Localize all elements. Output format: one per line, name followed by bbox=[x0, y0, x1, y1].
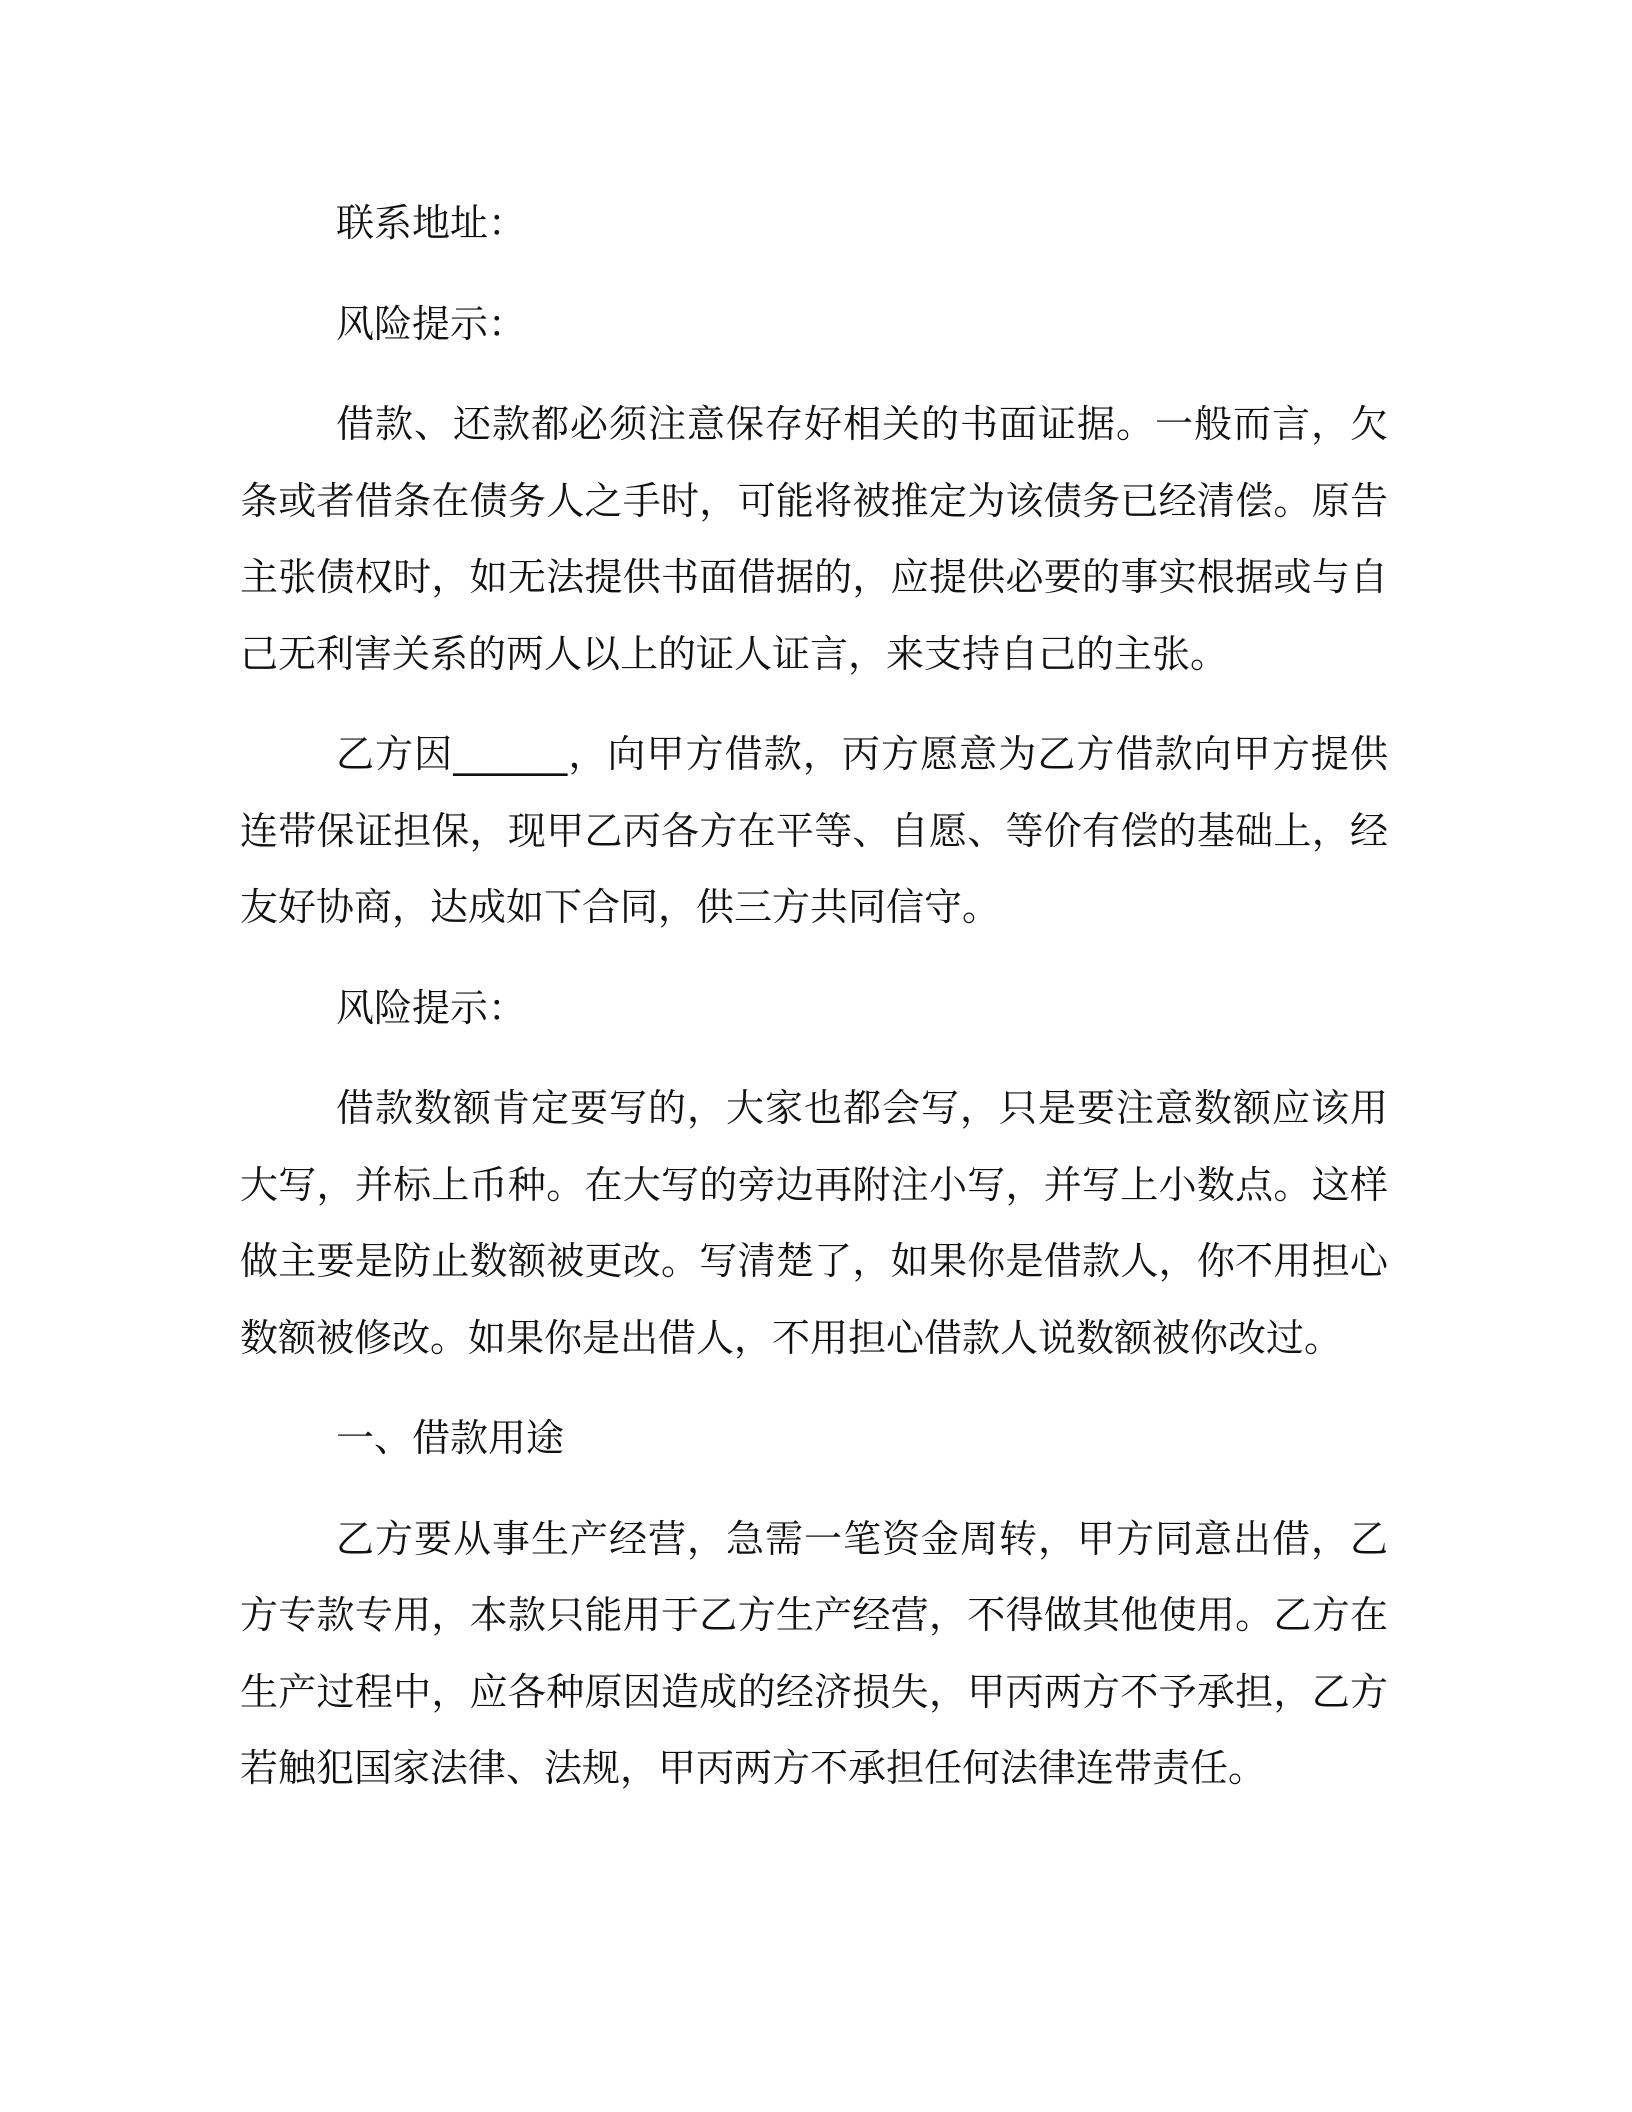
paragraph-gap bbox=[240, 362, 1388, 386]
loan-amount-paragraph: 借款数额肯定要写的，大家也都会写，只是要注意数额应该用大写，并标上币种。在大写的旁边再附注小写，并写上小数点。这样做主要是防止数额被更改。写清楚了，如果你是借款人，你不用担心数额被修改。如果你是出借人，不用担心借款人说数额被你改过。 bbox=[240, 1086, 1388, 1360]
paragraph-gap bbox=[240, 1376, 1388, 1400]
paragraph-gap bbox=[240, 1477, 1388, 1501]
paragraph-gap bbox=[240, 946, 1388, 970]
risk-notice-heading: 风险提示： bbox=[336, 301, 527, 346]
risk-notice-heading-2: 风险提示： bbox=[336, 985, 527, 1030]
evidence-paragraph: 借款、还款都必须注意保存好相关的书面证据。一般而言，欠条或者借条在债务人之手时，可能将被推定为该债务已经清偿。原告主张债权时，如无法提供书面借据的，应提供必要的事实根据或与自己无利害关系的两人以上的证人证言，来支持自己的主张。 bbox=[240, 402, 1388, 676]
section-heading-loan-use: 一、借款用途 bbox=[336, 1416, 565, 1460]
contact-address-label: 联系地址： bbox=[336, 201, 527, 245]
document-body bbox=[240, 185, 1388, 1807]
paragraph-gap bbox=[240, 262, 1388, 286]
loan-purpose-intro-paragraph: 乙方因______，向甲方借款，丙方愿意为乙方借款向甲方提供连带保证担保，现甲乙丙各方在平等、自愿、等价有偿的基础上，经友好协商，达成如下合同，供三方共同信守。 bbox=[240, 732, 1388, 929]
paragraph-gap bbox=[240, 1046, 1388, 1070]
paragraph-gap bbox=[240, 692, 1388, 716]
loan-use-paragraph: 乙方要从事生产经营，急需一笔资金周转，甲方同意出借，乙方专款专用，本款只能用于乙方生产经营，不得做其他使用。乙方在生产过程中，应各种原因造成的经济损失，甲丙两方不予承担，乙方若触犯国家法律、法规，甲丙两方不承担任何法律连带责任。 bbox=[240, 1516, 1388, 1790]
